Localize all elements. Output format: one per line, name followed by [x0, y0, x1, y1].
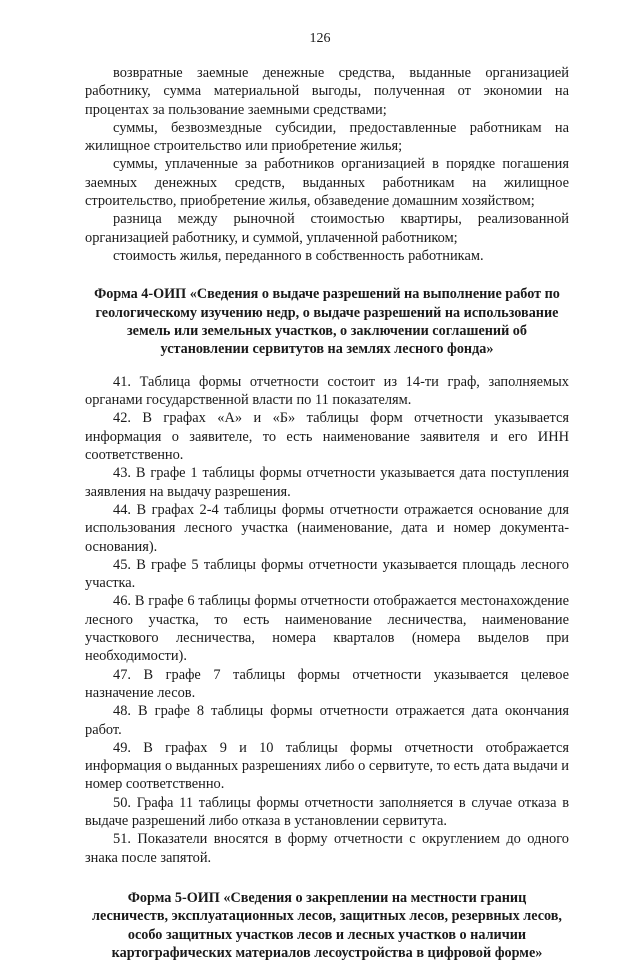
paragraph-48: 48. В графе 8 таблицы формы отчетности отражается дата окончания работ. [85, 703, 569, 738]
paragraph-49: 49. В графах 9 и 10 таблицы формы отчетности отображается информация о выданных разрешениях либо о сервитуте, то есть дата выдачи и номер соответственно. [85, 739, 569, 793]
paragraph-44: 44. В графах 2-4 таблицы формы отчетности отражается основание для использования лесного участка (наименование, дата и номер документа-основания). [85, 501, 569, 555]
intro-item-2: суммы, безвозмездные субсидии, предоставленные работникам на жилищное строительство или приобретение жилья; [85, 119, 569, 155]
paragraph-42: 42. В графах «А» и «Б» таблицы форм отчетности указывается информация о заявителе, то есть наименование заявителя и его ИНН соответственно. [85, 410, 569, 464]
section-4-heading: Форма 4-ОИП «Сведения о выдаче разрешений на выполнение работ по геологическому изучению недр, о выдаче разрешений на использование земель или земельных участков, о заключении соглашений об установлении сервитутов на землях лесного фонда» [94, 286, 560, 358]
page-number: 126 [309, 31, 331, 46]
paragraph-50: 50. Графа 11 таблицы формы отчетности заполняется в случае отказа в выдаче разрешений либо отказа в установлении сервитута. [85, 794, 569, 830]
intro-item-4: разница между рыночной стоимостью квартиры, реализованной организацией работнику, и суммой, уплаченной работником; [85, 211, 569, 246]
paragraph-41: 41. Таблица формы отчетности состоит из 14-ти граф, заполняемых органами государственной власти по 11 показателям. [85, 373, 569, 409]
paragraph-47: 47. В графе 7 таблицы формы отчетности указывается целевое назначение лесов. [85, 666, 569, 701]
paragraph-51: 51. Показатели вносятся в форму отчетности с округлением до одного знака после запятой. [85, 831, 569, 866]
intro-item-1: возвратные заемные денежные средства, выданные организацией работнику, сумма материальной выгоды, полученная от экономии на процентах за пользование заемными средствами; [85, 65, 569, 118]
intro-item-5: стоимость жилья, переданного в собственность работникам. [113, 247, 484, 264]
section-5-heading: Форма 5-ОИП «Сведения о закреплении на местности границ лесничеств, эксплуатационных лесов, защитных лесов, резервных лесов, особо защитных участков лесов и лесных участков о наличии картографических материалов лесоустройства в цифровой форме» [92, 889, 562, 962]
paragraph-45: 45. В графе 5 таблицы формы отчетности указывается площадь лесного участка. [85, 556, 569, 592]
document-body [85, 64, 569, 963]
paragraph-46: 46. В графе 6 таблицы формы отчетности отображается местонахождение лесного участка, то есть наименование лесничества, наименование участкового лесничества, номера кварталов (номера выделов при необходимости). [85, 593, 569, 665]
paragraph-43: 43. В графе 1 таблицы формы отчетности указывается дата поступления заявления на выдачу разрешения. [85, 465, 569, 500]
intro-item-3: суммы, уплаченные за работников организацией в порядке погашения заемных денежных средств, выданных работникам на жилищное строительство, приобретение жилья, обзаведение домашним хозяйством; [85, 156, 569, 210]
